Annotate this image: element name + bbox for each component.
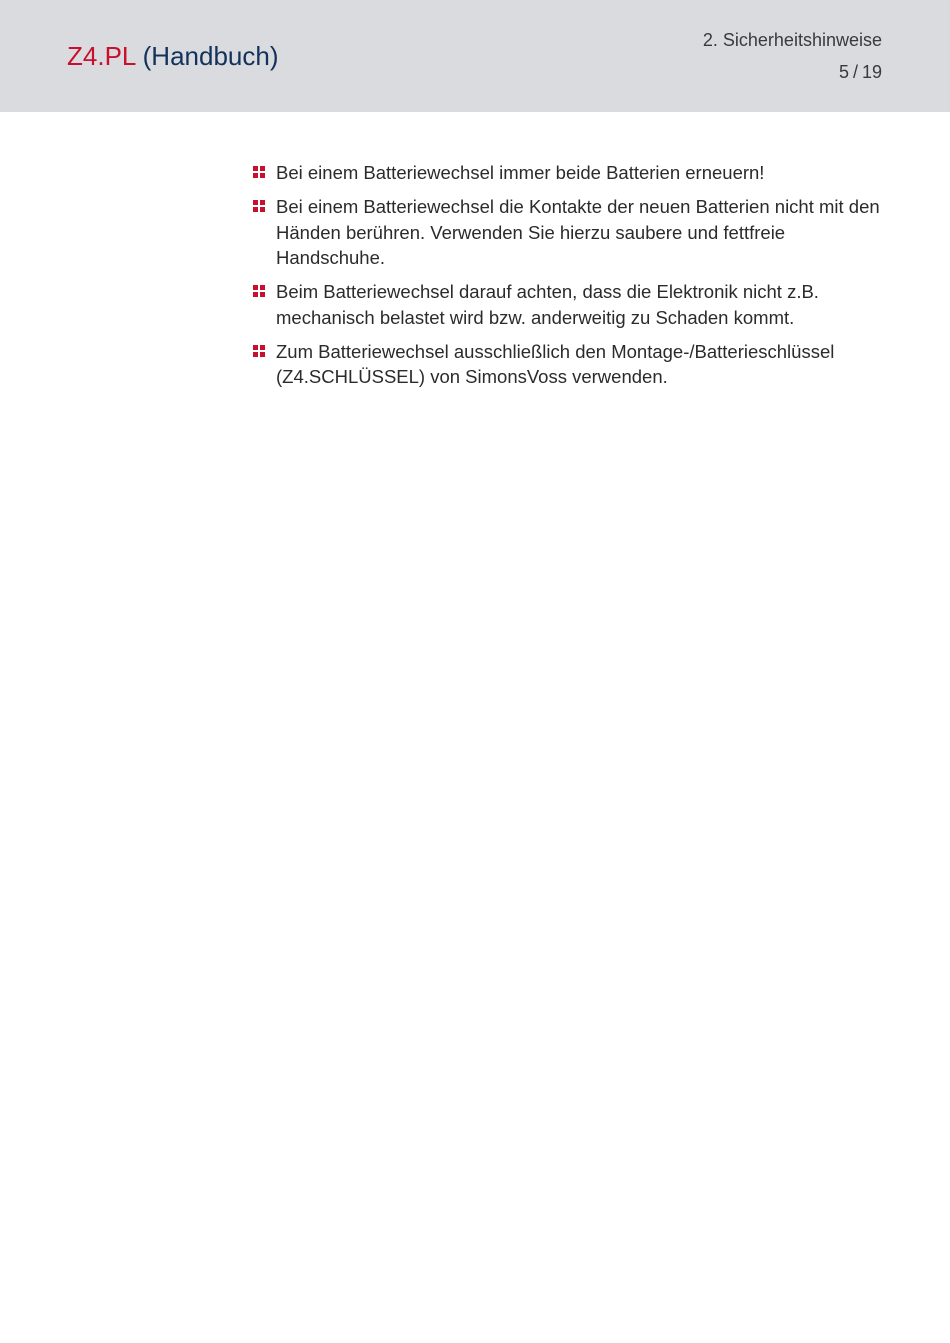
red-square-bullet-icon — [253, 285, 265, 297]
document-subtitle: (Handbuch) — [142, 41, 279, 71]
page-header — [0, 0, 950, 112]
page-number — [839, 60, 882, 84]
list-item — [253, 160, 883, 186]
list-item-text: Bei einem Batteriewechsel die Kontakte der neuen Batterien nicht mit den Händen berühren. Verwenden Sie hierzu saubere und fettfreie Handschuhe. — [276, 196, 880, 268]
red-square-bullet-icon — [253, 345, 265, 357]
list-item — [253, 279, 883, 330]
list-item — [253, 339, 883, 390]
page-total: 19 — [861, 62, 882, 82]
list-item — [253, 194, 883, 271]
document-title — [67, 40, 279, 72]
product-name: Z4.PL — [67, 41, 136, 71]
red-square-bullet-icon — [253, 166, 265, 178]
list-item-text: Bei einem Batteriewechsel immer beide Batterien erneuern! — [276, 162, 765, 183]
list-item-text: Zum Batteriewechsel ausschließlich den Montage-/Batterieschlüssel (Z4.SCHLÜSSEL) von SimonsVoss verwenden. — [276, 340, 835, 387]
page-current: 5 — [838, 62, 849, 82]
section-title: 2. Sicherheitshinweise — [702, 30, 882, 50]
list-item-text: Beim Batteriewechsel darauf achten, dass die Elektronik nicht z.B. mechanisch belastet wird bzw. anderweitig zu Schaden kommt. — [276, 281, 819, 328]
page-separator: / — [852, 62, 858, 82]
red-square-bullet-icon — [253, 200, 265, 212]
safety-notes-list — [253, 160, 883, 398]
